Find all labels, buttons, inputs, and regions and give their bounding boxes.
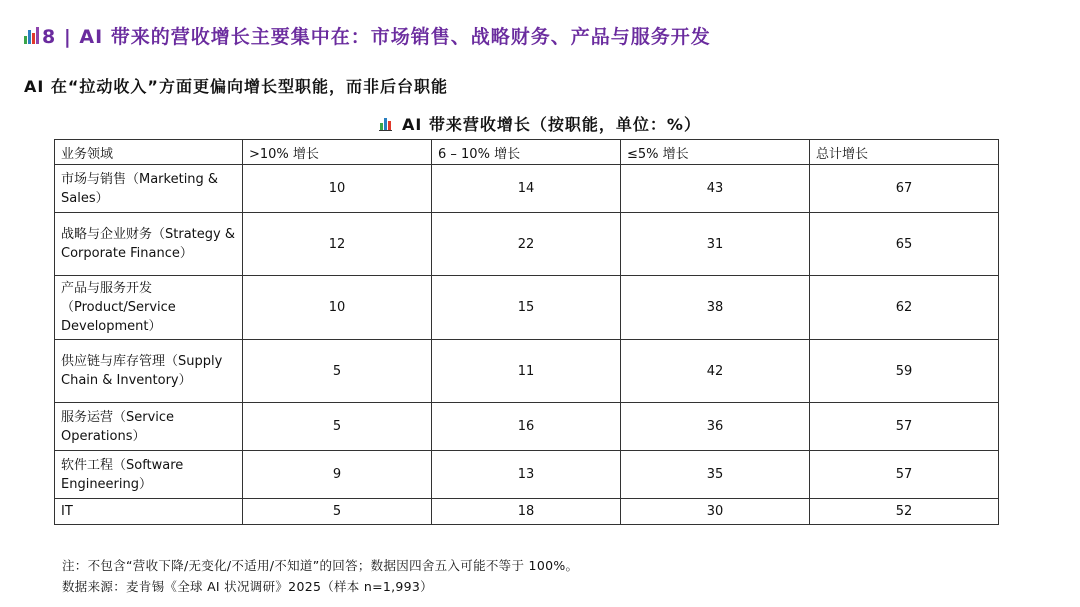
bar-chart-icon xyxy=(24,27,39,44)
cell-6-10: 11 xyxy=(432,340,621,403)
row-label: 产品与服务开发（Product/Service Development） xyxy=(55,276,243,340)
row-label: 供应链与库存管理（Supply Chain & Inventory） xyxy=(55,340,243,403)
row-label: 战略与企业财务（Strategy & Corporate Finance） xyxy=(55,213,243,276)
table-row xyxy=(55,403,999,451)
bar-chart-icon xyxy=(379,116,392,131)
cell-total: 57 xyxy=(810,451,999,499)
cell-under-5: 31 xyxy=(621,213,810,276)
table-row xyxy=(55,340,999,403)
cell-6-10: 14 xyxy=(432,165,621,213)
cell-over-10: 9 xyxy=(243,451,432,499)
cell-total: 65 xyxy=(810,213,999,276)
revenue-growth-table xyxy=(54,139,999,525)
cell-over-10: 5 xyxy=(243,340,432,403)
cell-over-10: 10 xyxy=(243,165,432,213)
cell-6-10: 13 xyxy=(432,451,621,499)
column-header-under-5: ≤5% 增长 xyxy=(621,140,810,165)
cell-under-5: 35 xyxy=(621,451,810,499)
cell-under-5: 36 xyxy=(621,403,810,451)
cell-6-10: 15 xyxy=(432,276,621,340)
column-header-total: 总计增长 xyxy=(810,140,999,165)
table-row xyxy=(55,499,999,525)
column-header-domain: 业务领域 xyxy=(55,140,243,165)
table-header-row xyxy=(55,140,999,165)
slide-title xyxy=(24,20,711,50)
cell-total: 59 xyxy=(810,340,999,403)
cell-total: 57 xyxy=(810,403,999,451)
column-header-over-10: >10% 增长 xyxy=(243,140,432,165)
row-label: IT xyxy=(55,499,243,525)
footnote: 注：不包含“营收下降/无变化/不适用/不知道”的回答；数据因四舍五入可能不等于 100%。 xyxy=(62,558,579,573)
cell-under-5: 30 xyxy=(621,499,810,525)
cell-over-10: 5 xyxy=(243,499,432,525)
table-caption xyxy=(0,110,1080,136)
table-row xyxy=(55,165,999,213)
table-row xyxy=(55,213,999,276)
cell-over-10: 5 xyxy=(243,403,432,451)
column-header-6-10: 6 – 10% 增长 xyxy=(432,140,621,165)
cell-under-5: 42 xyxy=(621,340,810,403)
cell-6-10: 18 xyxy=(432,499,621,525)
cell-under-5: 43 xyxy=(621,165,810,213)
slide-title-text: 8 | AI 带来的营收增长主要集中在：市场销售、战略财务、产品与服务开发 xyxy=(42,25,711,48)
cell-over-10: 10 xyxy=(243,276,432,340)
cell-total: 62 xyxy=(810,276,999,340)
cell-over-10: 12 xyxy=(243,213,432,276)
row-label: 服务运营（Service Operations） xyxy=(55,403,243,451)
cell-6-10: 22 xyxy=(432,213,621,276)
table-caption-text: AI 带来营收增长（按职能，单位：%） xyxy=(402,114,701,134)
cell-6-10: 16 xyxy=(432,403,621,451)
subtitle: AI 在“拉动收入”方面更偏向增长型职能，而非后台职能 xyxy=(24,77,448,96)
table-row xyxy=(55,451,999,499)
cell-total: 52 xyxy=(810,499,999,525)
cell-under-5: 38 xyxy=(621,276,810,340)
row-label: 软件工程（Software Engineering） xyxy=(55,451,243,499)
data-source: 数据来源：麦肯锡《全球 AI 状况调研》2025（样本 n=1,993） xyxy=(62,579,433,594)
cell-total: 67 xyxy=(810,165,999,213)
table-row xyxy=(55,276,999,340)
row-label: 市场与销售（Marketing & Sales） xyxy=(55,165,243,213)
